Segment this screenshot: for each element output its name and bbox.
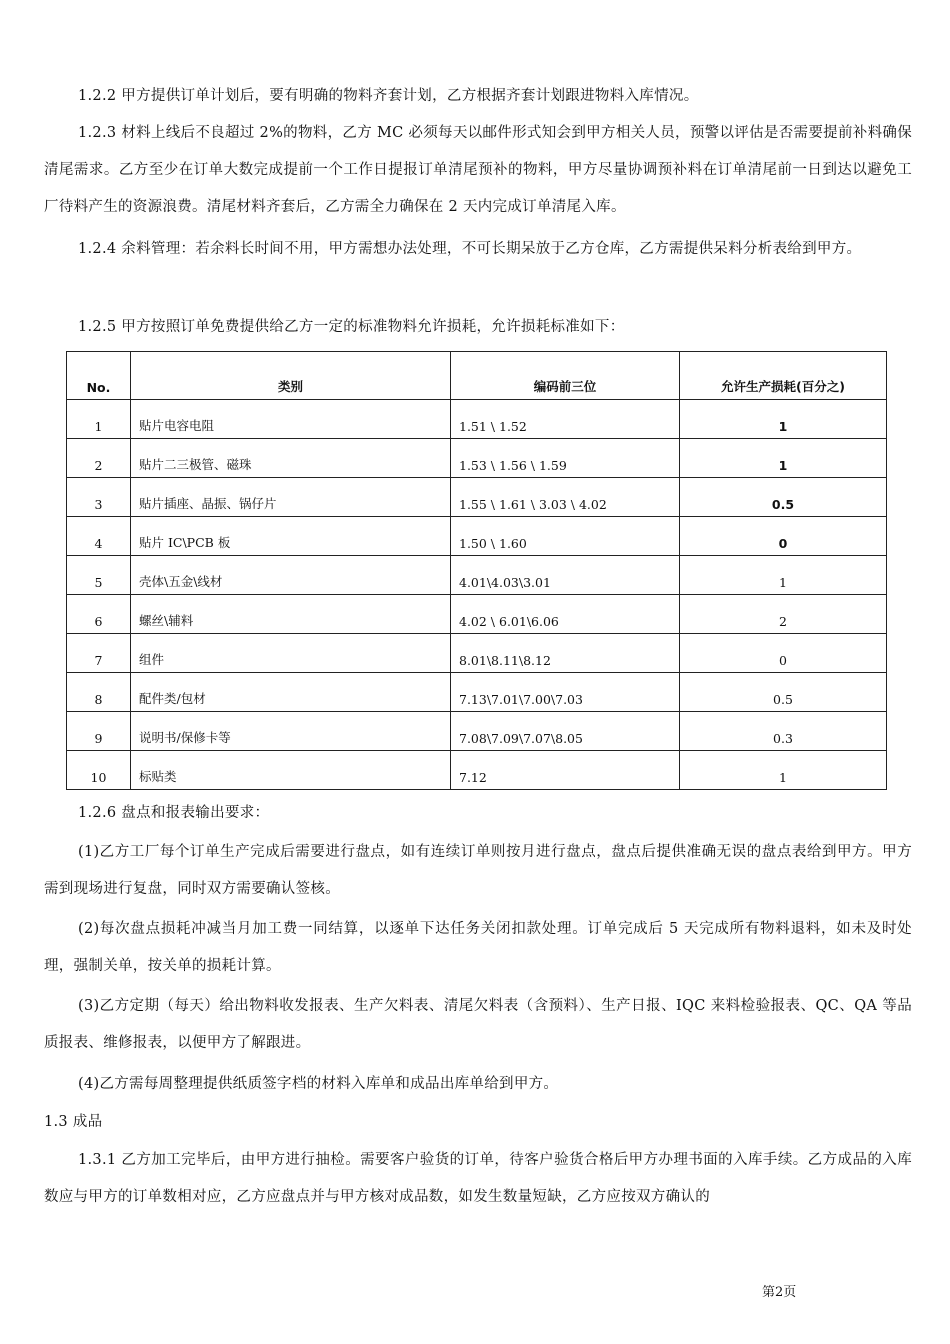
table-row xyxy=(67,439,887,478)
inventory-item-2: (2)每次盘点损耗冲减当月加工费一同结算，以逐单下达任务关闭扣款处理。订单完成后 5 天完成所有物料退料，如未及时处理，强制关单，按关单的损耗计算。 xyxy=(44,921,912,974)
table-row xyxy=(67,595,887,634)
row-allowed-loss: 0.5 xyxy=(680,673,887,712)
row-no: 2 xyxy=(67,439,131,478)
table-row xyxy=(67,673,887,712)
row-no: 8 xyxy=(67,673,131,712)
row-category: 组件 xyxy=(131,634,451,673)
table-row xyxy=(67,478,887,517)
row-allowed-loss: 2 xyxy=(680,595,887,634)
row-category: 壳体\五金\线材 xyxy=(131,556,451,595)
row-no: 7 xyxy=(67,634,131,673)
header-no: No. xyxy=(67,352,131,400)
row-allowed-loss: 1 xyxy=(680,439,887,478)
row-category: 配件类/包材 xyxy=(131,673,451,712)
row-code-prefix: 4.02 \ 6.01\6.06 xyxy=(451,595,680,634)
row-no: 4 xyxy=(67,517,131,556)
row-no: 9 xyxy=(67,712,131,751)
inventory-item-1: (1)乙方工厂每个订单生产完成后需要进行盘点，如有连续订单则按月进行盘点，盘点后提供准确无误的盘点表给到甲方。甲方需到现场进行复盘，同时双方需要确认签核。 xyxy=(44,844,912,897)
row-code-prefix: 1.50 \ 1.60 xyxy=(451,517,680,556)
header-code-prefix: 编码前三位 xyxy=(451,352,680,400)
row-no: 5 xyxy=(67,556,131,595)
row-allowed-loss: 0 xyxy=(680,634,887,673)
row-code-prefix: 7.13\7.01\7.00\7.03 xyxy=(451,673,680,712)
table-row xyxy=(67,517,887,556)
row-allowed-loss: 1 xyxy=(680,400,887,439)
section-heading-1-3: 1.3 成品 xyxy=(44,1114,103,1130)
row-category: 螺丝\辅料 xyxy=(131,595,451,634)
row-code-prefix: 1.55 \ 1.61 \ 3.03 \ 4.02 xyxy=(451,478,680,517)
table-row xyxy=(67,712,887,751)
row-code-prefix: 1.51 \ 1.52 xyxy=(451,400,680,439)
row-category: 贴片二三极管、磁珠 xyxy=(131,439,451,478)
table-row xyxy=(67,634,887,673)
inventory-item-4: (4)乙方需每周整理提供纸质签字档的材料入库单和成品出库单给到甲方。 xyxy=(78,1076,559,1092)
row-code-prefix: 8.01\8.11\8.12 xyxy=(451,634,680,673)
paragraph-1-2-5: 1.2.5 甲方按照订单免费提供给乙方一定的标准物料允许损耗，允许损耗标准如下： xyxy=(78,319,625,335)
table-header-row xyxy=(67,352,887,400)
row-allowed-loss: 0.3 xyxy=(680,712,887,751)
paragraph-1-2-6: 1.2.6 盘点和报表输出要求： xyxy=(78,805,270,821)
header-category: 类别 xyxy=(131,352,451,400)
row-no: 1 xyxy=(67,400,131,439)
row-allowed-loss: 0.5 xyxy=(680,478,887,517)
page-number: 第2页 xyxy=(762,1285,797,1300)
paragraph-1-3-1: 1.3.1 乙方加工完毕后，由甲方进行抽检。需要客户验货的订单，待客户验货合格后甲方办理书面的入库手续。乙方成品的入库数应与甲方的订单数相对应，乙方应盘点并与甲方核对成品数，如发生数量短缺，乙方应按双方确认的 xyxy=(44,1152,912,1205)
inventory-item-3: (3)乙方定期（每天）给出物料收发报表、生产欠料表、清尾欠料表（含预料）、生产日报、IQC 来料检验报表、QC、QA 等品质报表、维修报表，以便甲方了解跟进。 xyxy=(44,998,912,1051)
paragraph-1-2-2: 1.2.2 甲方提供订单计划后，要有明确的物料齐套计划，乙方根据齐套计划跟进物料入库情况。 xyxy=(78,88,699,104)
row-no: 10 xyxy=(67,751,131,790)
row-allowed-loss: 1 xyxy=(680,751,887,790)
row-category: 标贴类 xyxy=(131,751,451,790)
paragraph-1-2-3: 1.2.3 材料上线后不良超过 2%的物料，乙方 MC 必须每天以邮件形式知会到甲方相关人员，预警以评估是否需要提前补料确保清尾需求。乙方至少在订单大数完成提前一个工作日提报订单清尾预补的物料，甲方尽量协调预补料在订单清尾前一日到达以避免工厂待料产生的资源浪费。清尾材料齐套后，乙方需全力确保在 2 天内完成订单清尾入库。 xyxy=(44,125,912,215)
header-allowed-loss: 允许生产损耗(百分之) xyxy=(680,352,887,400)
row-category: 贴片电容电阻 xyxy=(131,400,451,439)
row-code-prefix: 4.01\4.03\3.01 xyxy=(451,556,680,595)
row-allowed-loss: 1 xyxy=(680,556,887,595)
paragraph-1-2-4: 1.2.4 余料管理：若余料长时间不用，甲方需想办法处理，不可长期呆放于乙方仓库，乙方需提供呆料分析表给到甲方。 xyxy=(78,241,862,257)
row-code-prefix: 7.08\7.09\7.07\8.05 xyxy=(451,712,680,751)
loss-standard-table xyxy=(66,351,887,790)
row-category: 贴片插座、晶振、锅仔片 xyxy=(131,478,451,517)
row-category: 贴片 IC\PCB 板 xyxy=(131,517,451,556)
table-row xyxy=(67,751,887,790)
row-allowed-loss: 0 xyxy=(680,517,887,556)
row-no: 3 xyxy=(67,478,131,517)
row-category: 说明书/保修卡等 xyxy=(131,712,451,751)
row-code-prefix: 1.53 \ 1.56 \ 1.59 xyxy=(451,439,680,478)
table-row xyxy=(67,556,887,595)
row-code-prefix: 7.12 xyxy=(451,751,680,790)
table-row xyxy=(67,400,887,439)
row-no: 6 xyxy=(67,595,131,634)
